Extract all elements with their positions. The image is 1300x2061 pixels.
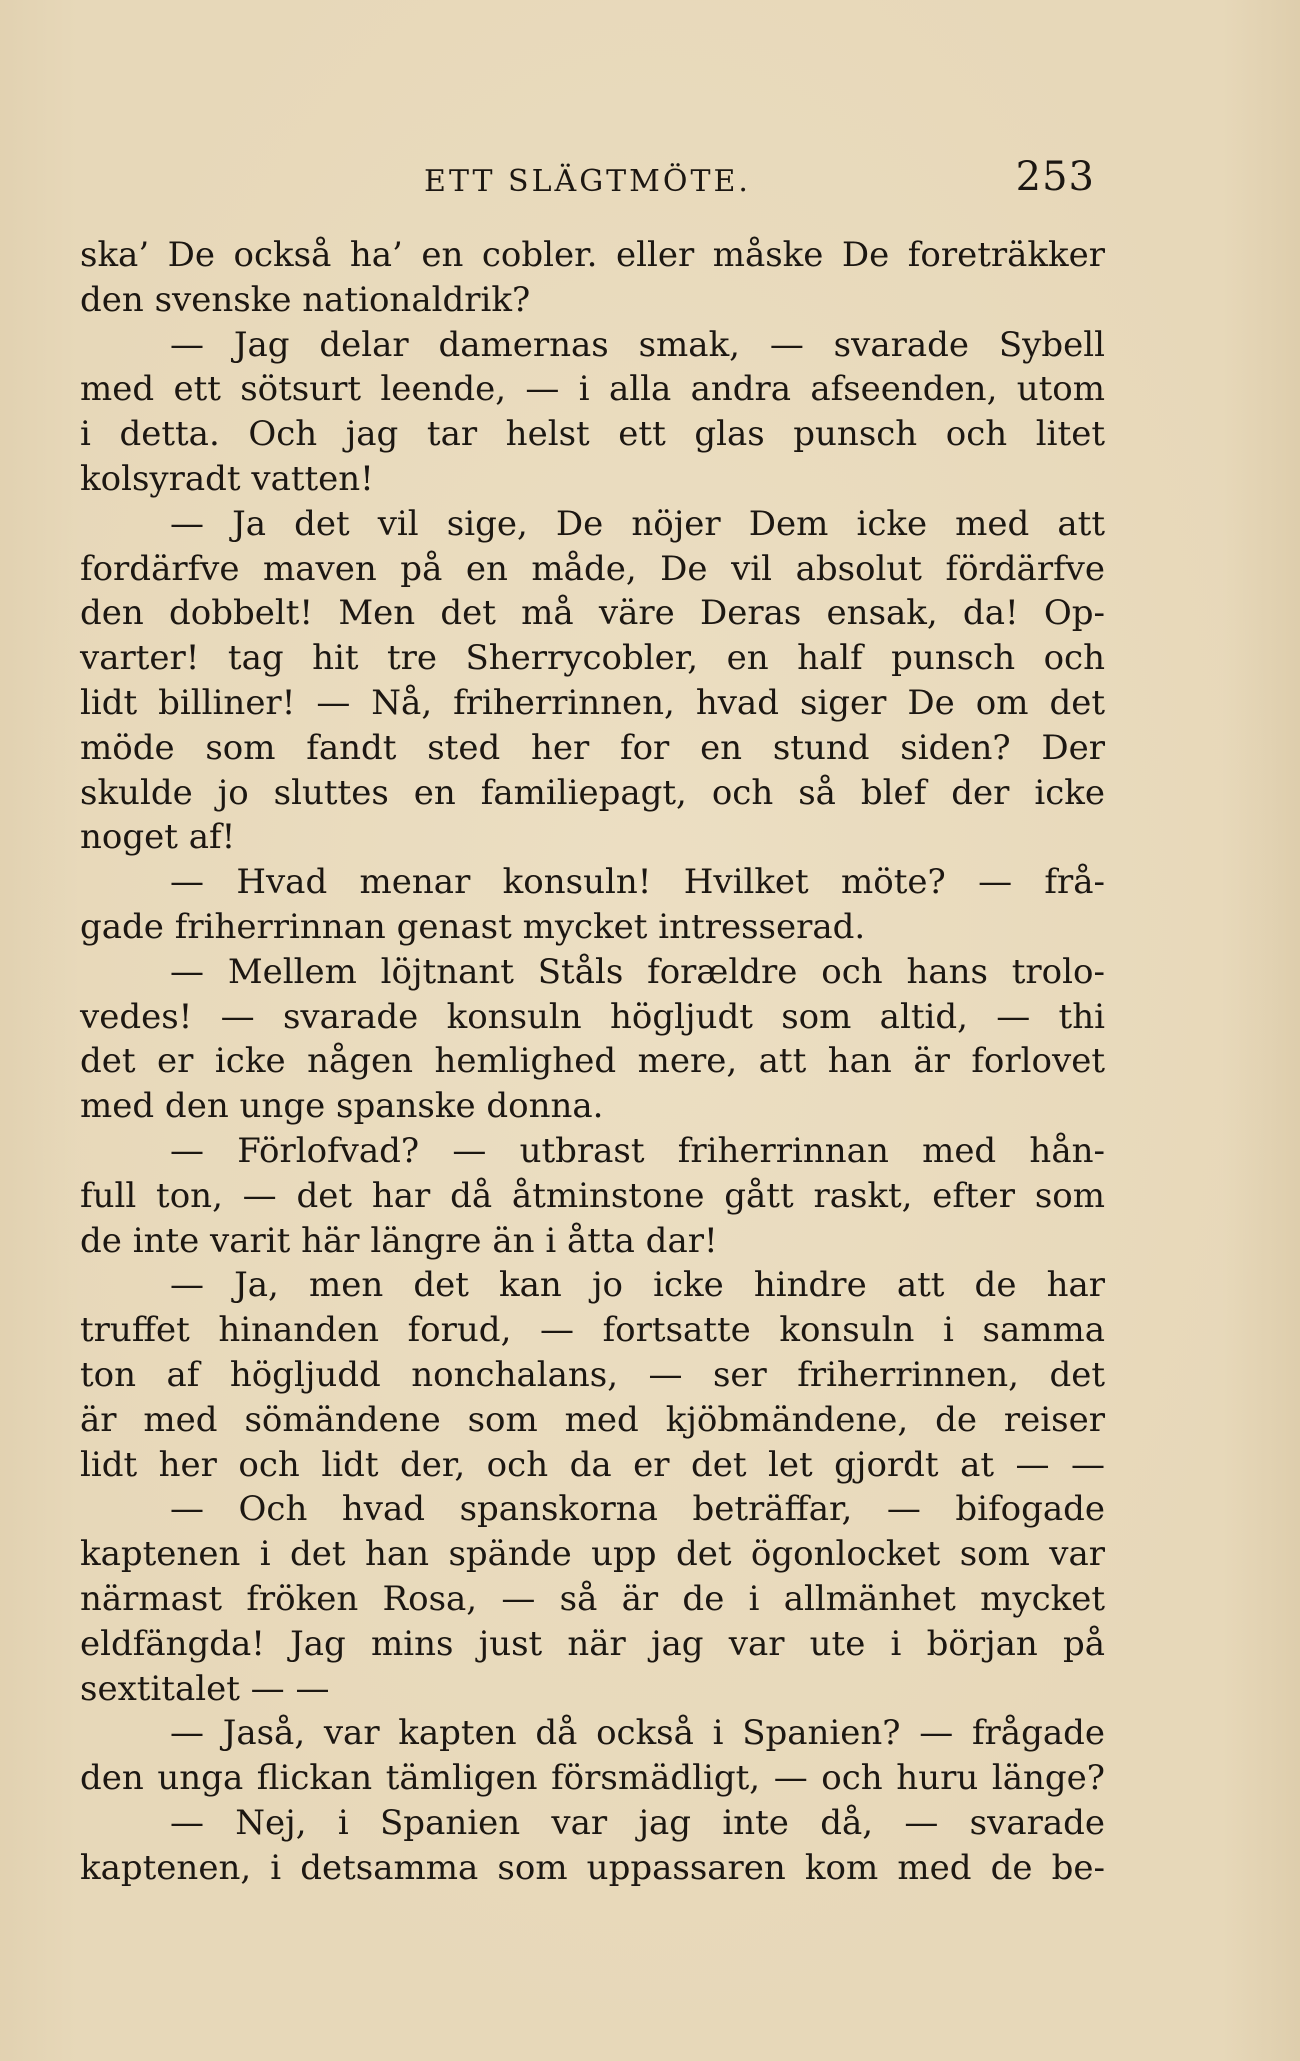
text-line: truffet hinanden forud, — fortsatte konsuln i samma: [80, 1310, 1105, 1351]
text-line: — Förlofvad? — utbrast friherrinnan med hån-: [170, 1130, 1105, 1171]
running-head: [80, 150, 1095, 210]
text-line: sextitalet — —: [80, 1668, 330, 1709]
text-line: — Nej, i Spanien var jag inte då, — svarade: [170, 1802, 1105, 1843]
text-line: fordärfve maven på en måde, De vil absolut fördärfve: [80, 548, 1105, 589]
text-line: möde som fandt sted her for en stund siden? Der: [80, 727, 1105, 768]
text-line: gade friherrinnan genast mycket intresserad.: [80, 906, 866, 947]
text-line: närmast fröken Rosa, — så är de i allmänhet mycket: [80, 1578, 1105, 1619]
text-line: — Mellem löjtnant Ståls forældre och hans trolo-: [170, 951, 1105, 992]
body-text: [80, 233, 1105, 1890]
text-line: lidt her och lidt der, och da er det let gjordt at — —: [80, 1444, 1105, 1485]
text-line: den unga flickan tämligen försmädligt, — och huru länge?: [80, 1758, 1105, 1799]
text-line: vedes! — svarade konsuln högljudt som altid, — thi: [80, 996, 1105, 1037]
text-line: full ton, — det har då åtminstone gått raskt, efter som: [80, 1175, 1105, 1216]
text-line: — Och hvad spanskorna beträffar, — bifogade: [170, 1489, 1105, 1530]
text-line: — Ja det vil sige, De nöjer Dem icke med att: [170, 503, 1105, 544]
text-line: de inte varit här längre än i åtta dar!: [80, 1220, 718, 1261]
text-line: med ett sötsurt leende, — i alla andra afseenden, utom: [80, 369, 1105, 410]
running-title: ETT SLÄGTMÖTE.: [424, 164, 751, 199]
text-line: — Jaså, var kapten då också i Spanien? — frågade: [170, 1713, 1105, 1754]
text-line: lidt billiner! — Nå, friherrinnen, hvad siger De om det: [80, 682, 1105, 723]
text-line: i detta. Och jag tar helst ett glas punsch och litet: [80, 414, 1105, 455]
text-line: — Jag delar damernas smak, — svarade Sybell: [170, 324, 1105, 365]
text-line: — Hvad menar konsuln! Hvilket möte? — frå-: [170, 862, 1105, 903]
text-line: varter! tag hit tre Sherrycobler, en half punsch och: [80, 638, 1105, 679]
text-line: den svenske nationaldrik?: [80, 279, 531, 320]
text-line: kaptenen, i detsamma som uppassaren kom med de be-: [80, 1847, 1105, 1888]
text-line: noget af!: [80, 817, 236, 858]
text-line: är med sömändene som med kjöbmändene, de reiser: [80, 1399, 1105, 1440]
text-line: ska’ De också ha’ en cobler. eller måske De foreträkker: [80, 235, 1105, 275]
text-line: kolsyradt vatten!: [80, 458, 374, 499]
text-line: eldfängda! Jag mins just när jag var ute i början på: [80, 1623, 1105, 1664]
text-line: den dobbelt! Men det må väre Deras ensak, da! Op-: [80, 593, 1105, 634]
text-line: ton af högljudd nonchalans, — ser friherrinnen, det: [80, 1354, 1105, 1395]
text-line: skulde jo sluttes en familiepagt, och så blef der icke: [80, 772, 1105, 813]
text-line: kaptenen i det han spände upp det ögonlocket som var: [80, 1534, 1105, 1575]
text-line: — Ja, men det kan jo icke hindre att de har: [170, 1265, 1105, 1306]
text-line: det er icke någen hemlighed mere, att han är forlovet: [80, 1041, 1105, 1082]
text-line: med den unge spanske donna.: [80, 1086, 604, 1127]
page-number: 253: [1015, 154, 1095, 200]
